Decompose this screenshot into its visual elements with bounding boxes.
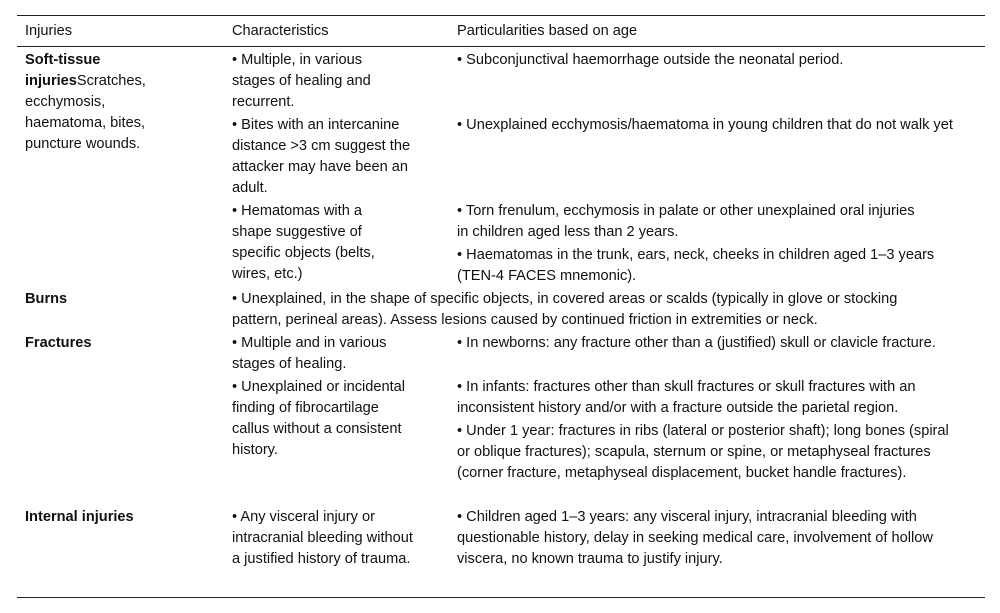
- injury-title: Burns: [25, 291, 68, 307]
- age-item: • Torn frenulum, ecchymosis in palate or other unexplained oral injuries in children aged less than 2 years.: [457, 203, 915, 240]
- age-item: • Children aged 1–3 years: any visceral injury, intracranial bleeding with questionable history, delay in seeking medical care, involvement of hollow viscera, no known trauma to justify injury.: [457, 509, 933, 567]
- table-top-rule: [17, 15, 985, 16]
- injury-title: Soft-tissue injuries: [25, 52, 101, 89]
- header-characteristics: Characteristics: [232, 23, 329, 39]
- age-item: • In infants: fractures other than skull fractures or skull fractures with an inconsistent history and/or with a fracture outside the parietal region.: [457, 379, 916, 416]
- injury-title: Fractures: [25, 335, 92, 351]
- header-injuries: Injuries: [25, 23, 73, 39]
- characteristic-item: • Multiple and in various stages of healing.: [232, 335, 387, 372]
- table-header-rule: [17, 46, 985, 47]
- table-bottom-rule: [17, 597, 985, 598]
- age-item: • Subconjunctival haemorrhage outside the neonatal period.: [457, 52, 844, 68]
- characteristic-item: • Bites with an intercanine distance >3 cm suggest the attacker may have been an adult.: [232, 117, 411, 196]
- age-item: • Under 1 year: fractures in ribs (lateral or posterior shaft); long bones (spiral or oblique fractures); scapula, sternum or spine, or metaphyseal fractures (corner fracture, metaphyseal displacement, bucket handle fractures).: [457, 423, 949, 481]
- age-item: • Unexplained ecchymosis/haematoma in young children that do not walk yet: [457, 117, 953, 133]
- injury-detail: Scratches, ecchymosis, haematoma, bites, puncture wounds.: [25, 73, 146, 152]
- characteristic-item: • Multiple, in various stages of healing and recurrent.: [232, 52, 371, 110]
- injury-title: Internal injuries: [25, 509, 134, 525]
- burns-description: • Unexplained, in the shape of specific objects, in covered areas or scalds (typically in glove or stocking pattern, perineal areas). Assess lesions caused by continued friction in extremities or neck.: [232, 291, 898, 328]
- age-item: • Haematomas in the trunk, ears, neck, cheeks in children aged 1–3 years (TEN-4 FACES mnemonic).: [457, 247, 935, 284]
- characteristic-item: • Hematomas with a shape suggestive of specific objects (belts, wires, etc.): [232, 203, 375, 282]
- header-age: Particularities based on age: [457, 23, 638, 39]
- characteristic-item: • Any visceral injury or intracranial bleeding without a justified history of trauma.: [232, 509, 413, 567]
- age-item: • In newborns: any fracture other than a (justified) skull or clavicle fracture.: [457, 335, 936, 351]
- characteristic-item: • Unexplained or incidental finding of fibrocartilage callus without a consistent history.: [232, 379, 406, 458]
- injury-cell: [25, 50, 190, 155]
